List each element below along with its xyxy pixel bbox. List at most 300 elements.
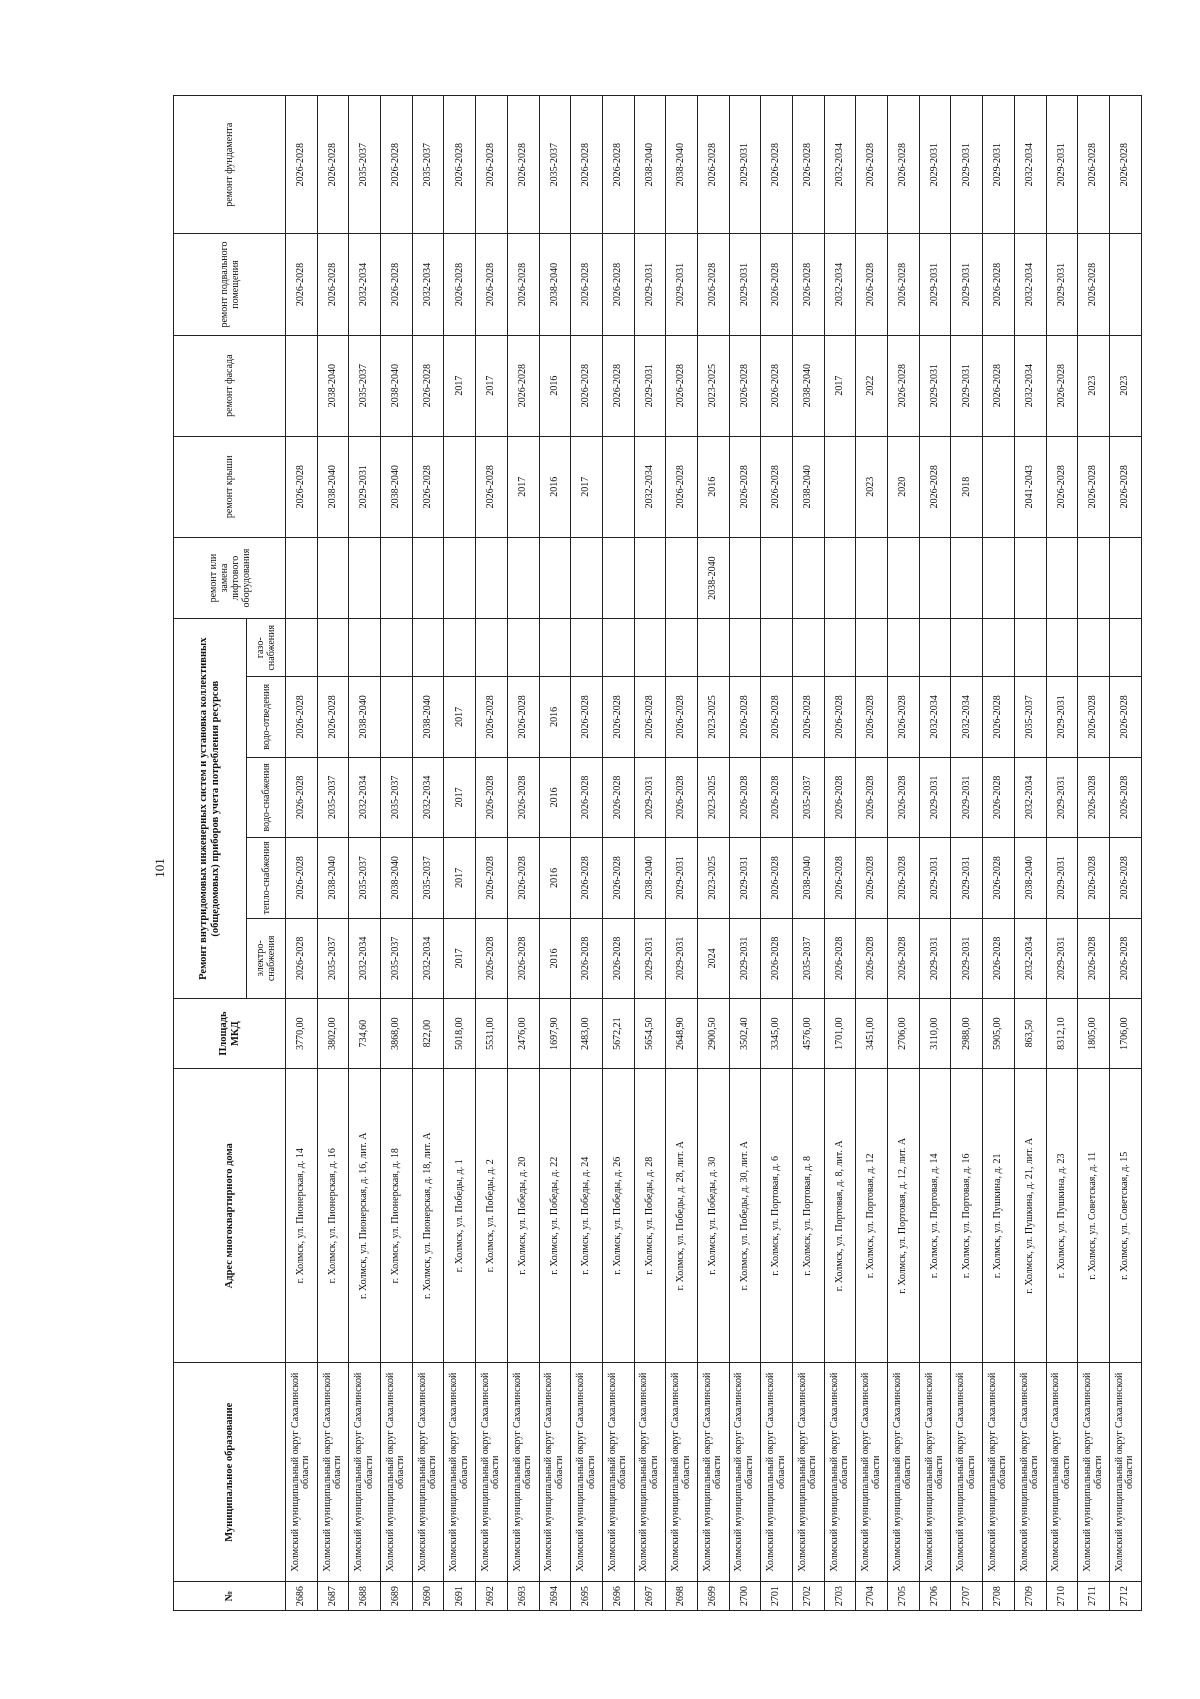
facade-cell: 2023-2025 [697,335,729,436]
foundation-cell: 2026-2028 [697,96,729,234]
electricity-cell: 2026-2028 [824,918,856,998]
facade-cell: 2026-2028 [761,335,793,436]
gas-cell [444,619,476,677]
col-header-foundation: ремонт фундамента [174,96,286,234]
heating-cell: 2035-2037 [412,838,444,918]
water-supply-cell: 2032-2034 [412,757,444,837]
area-cell: 3868,00 [381,999,413,1069]
area-cell: 2648,90 [666,999,698,1069]
row-number: 2692 [476,1582,508,1611]
gas-cell [349,619,381,677]
roof-cell: 2020 [888,436,920,537]
page-number: 101 [151,858,167,878]
electricity-cell: 2017 [444,918,476,998]
facade-cell: 2029-2031 [919,335,951,436]
electricity-cell: 2026-2028 [856,918,888,998]
electricity-cell: 2026-2028 [761,918,793,998]
row-number: 2691 [444,1582,476,1611]
heating-cell: 2026-2028 [286,838,318,918]
col-header-heating: тепло-снабжения [247,838,286,918]
facade-cell: 2026-2028 [1046,335,1078,436]
roof-cell: 2026-2028 [1078,436,1110,537]
drainage-cell: 2026-2028 [793,677,825,757]
gas-cell [1109,619,1141,677]
basement-cell: 2026-2028 [317,234,349,335]
address-cell: г. Холмск, ул. Пионерская, д. 16 [317,1069,349,1363]
col-header-gas: газо-снабжения [247,619,286,677]
drainage-cell: 2026-2028 [476,677,508,757]
address-cell: г. Холмск, ул. Пионерская, д. 18, лит. А [412,1069,444,1363]
facade-cell: 2026-2028 [602,335,634,436]
table-row [349,96,381,1611]
address-cell: г. Холмск, ул. Портовая, д. 14 [919,1069,951,1363]
basement-cell: 2038-2040 [539,234,571,335]
heating-cell: 2026-2028 [856,838,888,918]
roof-cell: 2017 [507,436,539,537]
roof-cell: 2016 [539,436,571,537]
roof-cell: 2017 [571,436,603,537]
elevator-cell [412,537,444,619]
area-cell: 3345,00 [761,999,793,1069]
municipality-cell: Холмский муниципальный округ Сахалинской области [1014,1363,1046,1582]
roof-cell: 2026-2028 [666,436,698,537]
basement-cell: 2026-2028 [856,234,888,335]
row-number: 2688 [349,1582,381,1611]
drainage-cell: 2026-2028 [1078,677,1110,757]
drainage-cell: 2023-2025 [697,677,729,757]
water-supply-cell: 2026-2028 [1109,757,1141,837]
heating-cell: 2016 [539,838,571,918]
heating-cell: 2017 [444,838,476,918]
basement-cell: 2026-2028 [476,234,508,335]
table-row [476,96,508,1611]
water-supply-cell: 2026-2028 [571,757,603,837]
foundation-cell: 2026-2028 [286,96,318,234]
facade-cell: 2017 [824,335,856,436]
roof-cell: 2023 [856,436,888,537]
facade-cell: 2026-2028 [888,335,920,436]
row-number: 2700 [729,1582,761,1611]
facade-cell: 2038-2040 [793,335,825,436]
municipality-cell: Холмский муниципальный округ Сахалинской области [697,1363,729,1582]
electricity-cell: 2026-2028 [286,918,318,998]
elevator-cell [793,537,825,619]
water-supply-cell: 2026-2028 [824,757,856,837]
facade-cell: 2026-2028 [571,335,603,436]
area-cell: 2483,00 [571,999,603,1069]
water-supply-cell: 2026-2028 [476,757,508,837]
elevator-cell: 2038-2040 [697,537,729,619]
electricity-cell: 2024 [697,918,729,998]
electricity-cell: 2029-2031 [729,918,761,998]
foundation-cell: 2029-2031 [983,96,1015,234]
facade-cell: 2017 [444,335,476,436]
water-supply-cell: 2026-2028 [983,757,1015,837]
drainage-cell: 2026-2028 [824,677,856,757]
foundation-cell: 2026-2028 [1078,96,1110,234]
drainage-cell: 2026-2028 [571,677,603,757]
table-row [729,96,761,1611]
water-supply-cell: 2023-2025 [697,757,729,837]
municipality-cell: Холмский муниципальный округ Сахалинской области [729,1363,761,1582]
basement-cell: 2026-2028 [571,234,603,335]
foundation-cell: 2035-2037 [349,96,381,234]
heating-cell: 2023-2025 [697,838,729,918]
row-number: 2689 [381,1582,413,1611]
roof-cell: 2026-2028 [476,436,508,537]
row-number: 2698 [666,1582,698,1611]
area-cell: 2988,00 [951,999,983,1069]
facade-cell: 2023 [1078,335,1110,436]
row-number: 2695 [571,1582,603,1611]
foundation-cell: 2035-2037 [412,96,444,234]
foundation-cell: 2038-2040 [666,96,698,234]
facade-cell: 2038-2040 [317,335,349,436]
basement-cell: 2026-2028 [888,234,920,335]
area-cell: 8312,10 [1046,999,1078,1069]
gas-cell [1046,619,1078,677]
basement-cell: 2032-2034 [412,234,444,335]
water-supply-cell: 2026-2028 [286,757,318,837]
gas-cell [571,619,603,677]
electricity-cell: 2029-2031 [919,918,951,998]
heating-cell: 2026-2028 [888,838,920,918]
address-cell: г. Холмск, ул. Советская, д. 15 [1109,1069,1141,1363]
elevator-cell [666,537,698,619]
electricity-cell: 2026-2028 [571,918,603,998]
water-supply-cell: 2032-2034 [349,757,381,837]
col-header-drainage: водо-отведения [247,677,286,757]
municipality-cell: Холмский муниципальный округ Сахалинской области [476,1363,508,1582]
elevator-cell [602,537,634,619]
municipality-cell: Холмский муниципальный округ Сахалинской области [634,1363,666,1582]
basement-cell: 2029-2031 [951,234,983,335]
electricity-cell: 2029-2031 [951,918,983,998]
roof-cell: 2026-2028 [1109,436,1141,537]
drainage-cell: 2026-2028 [888,677,920,757]
municipality-cell: Холмский муниципальный округ Сахалинской области [571,1363,603,1582]
table-row [761,96,793,1611]
area-cell: 5672,21 [602,999,634,1069]
water-supply-cell: 2035-2037 [793,757,825,837]
gas-cell [697,619,729,677]
address-cell: г. Холмск, ул. Победы, д. 22 [539,1069,571,1363]
electricity-cell: 2029-2031 [634,918,666,998]
area-cell: 1706,00 [1109,999,1141,1069]
elevator-cell [729,537,761,619]
heating-cell: 2029-2031 [951,838,983,918]
row-number: 2703 [824,1582,856,1611]
water-supply-cell: 2026-2028 [507,757,539,837]
facade-cell: 2017 [476,335,508,436]
facade-cell: 2026-2028 [507,335,539,436]
row-number: 2709 [1014,1582,1046,1611]
gas-cell [666,619,698,677]
heating-cell: 2038-2040 [793,838,825,918]
municipality-cell: Холмский муниципальный округ Сахалинской области [1046,1363,1078,1582]
address-cell: г. Холмск, ул. Победы, д. 24 [571,1069,603,1363]
elevator-cell [571,537,603,619]
roof-cell: 2026-2028 [286,436,318,537]
facade-cell: 2032-2034 [1014,335,1046,436]
drainage-cell: 2032-2034 [919,677,951,757]
facade-cell: 2029-2031 [951,335,983,436]
gas-cell [476,619,508,677]
heating-cell: 2026-2028 [983,838,1015,918]
address-cell: г. Холмск, ул. Победы, д. 2 [476,1069,508,1363]
area-cell: 5905,00 [983,999,1015,1069]
foundation-cell: 2032-2034 [824,96,856,234]
row-number: 2693 [507,1582,539,1611]
row-number: 2712 [1109,1582,1141,1611]
roof-cell: 2016 [697,436,729,537]
roof-cell [602,436,634,537]
address-cell: г. Холмск, ул. Советская, д. 11 [1078,1069,1110,1363]
table-row [539,96,571,1611]
address-cell: г. Холмск, ул. Победы, д. 26 [602,1069,634,1363]
electricity-cell: 2035-2037 [317,918,349,998]
municipality-cell: Холмский муниципальный округ Сахалинской области [602,1363,634,1582]
table-row [888,96,920,1611]
gas-cell [793,619,825,677]
heating-cell: 2029-2031 [919,838,951,918]
municipality-cell: Холмский муниципальный округ Сахалинской области [793,1363,825,1582]
elevator-cell [539,537,571,619]
drainage-cell: 2016 [539,677,571,757]
facade-cell [286,335,318,436]
roof-cell [444,436,476,537]
municipality-cell: Холмский муниципальный округ Сахалинской области [919,1363,951,1582]
basement-cell: 2032-2034 [824,234,856,335]
basement-cell: 2026-2028 [507,234,539,335]
water-supply-cell: 2026-2028 [761,757,793,837]
facade-cell: 2038-2040 [381,335,413,436]
address-cell: г. Холмск, ул. Пионерская, д. 16, лит. А [349,1069,381,1363]
elevator-cell [444,537,476,619]
water-supply-cell: 2029-2031 [1046,757,1078,837]
table-row [824,96,856,1611]
area-cell: 822,00 [412,999,444,1069]
drainage-cell: 2017 [444,677,476,757]
heating-cell: 2038-2040 [381,838,413,918]
basement-cell: 2026-2028 [1078,234,1110,335]
gas-cell [951,619,983,677]
address-cell: г. Холмск, ул. Портовая, д. 8, лит. А [824,1069,856,1363]
electricity-cell: 2035-2037 [381,918,413,998]
elevator-cell [507,537,539,619]
elevator-cell [317,537,349,619]
heating-cell: 2038-2040 [317,838,349,918]
basement-cell: 2029-2031 [729,234,761,335]
foundation-cell: 2029-2031 [729,96,761,234]
water-supply-cell: 2026-2028 [729,757,761,837]
area-cell: 3502,40 [729,999,761,1069]
water-supply-cell: 2026-2028 [1078,757,1110,837]
foundation-cell: 2026-2028 [761,96,793,234]
roof-cell: 2032-2034 [634,436,666,537]
electricity-cell: 2032-2034 [349,918,381,998]
elevator-cell [634,537,666,619]
row-number: 2704 [856,1582,888,1611]
row-number: 2707 [951,1582,983,1611]
col-header-facade: ремонт фасада [174,335,286,436]
table-row [919,96,951,1611]
water-supply-cell: 2026-2028 [602,757,634,837]
col-header-elevator: ремонт или замена лифтового оборудования [174,537,286,619]
table-row [983,96,1015,1611]
drainage-cell: 2026-2028 [983,677,1015,757]
elevator-cell [349,537,381,619]
rotated-table-container [173,95,1153,1611]
municipality-cell: Холмский муниципальный округ Сахалинской области [761,1363,793,1582]
foundation-cell: 2029-2031 [919,96,951,234]
drainage-cell: 2026-2028 [729,677,761,757]
address-cell: г. Холмск, ул. Победы, д. 30 [697,1069,729,1363]
table-row [697,96,729,1611]
address-cell: г. Холмск, ул. Портовая, д. 12 [856,1069,888,1363]
heating-cell: 2029-2031 [1046,838,1078,918]
col-header-address: Адрес многоквартирного дома [174,1069,286,1363]
foundation-cell: 2032-2034 [1014,96,1046,234]
header-row-main [174,96,247,1611]
basement-cell [1109,234,1141,335]
elevator-cell [856,537,888,619]
facade-cell: 2026-2028 [666,335,698,436]
municipality-cell: Холмский муниципальный округ Сахалинской области [888,1363,920,1582]
table-body [286,96,1142,1611]
municipality-cell: Холмский муниципальный округ Сахалинской области [1078,1363,1110,1582]
water-supply-cell: 2029-2031 [634,757,666,837]
foundation-cell: 2029-2031 [1046,96,1078,234]
heating-cell: 2026-2028 [761,838,793,918]
table-row [381,96,413,1611]
elevator-cell [286,537,318,619]
roof-cell: 2038-2040 [317,436,349,537]
table-row [1078,96,1110,1611]
heating-cell: 2038-2040 [634,838,666,918]
foundation-cell: 2026-2028 [793,96,825,234]
row-number: 2687 [317,1582,349,1611]
roof-cell: 2041-2043 [1014,436,1046,537]
electricity-cell: 2029-2031 [1046,918,1078,998]
address-cell: г. Холмск, ул. Пионерская, д. 14 [286,1069,318,1363]
gas-cell [507,619,539,677]
address-cell: г. Холмск, ул. Пушкина, д. 23 [1046,1069,1078,1363]
col-header-electricity: электро-снабжения [247,918,286,998]
col-header-water-supply: водо-снабжения [247,757,286,837]
roof-cell: 2026-2028 [412,436,444,537]
heating-cell: 2026-2028 [507,838,539,918]
water-supply-cell: 2026-2028 [888,757,920,837]
row-number: 2699 [697,1582,729,1611]
heating-cell: 2038-2040 [1014,838,1046,918]
foundation-cell: 2026-2028 [1109,96,1141,234]
facade-cell: 2026-2028 [729,335,761,436]
table-row [602,96,634,1611]
basement-cell: 2032-2034 [349,234,381,335]
gas-cell [602,619,634,677]
water-supply-cell: 2029-2031 [919,757,951,837]
gas-cell [634,619,666,677]
municipality-cell: Холмский муниципальный округ Сахалинской области [349,1363,381,1582]
municipality-cell: Холмский муниципальный округ Сахалинской области [951,1363,983,1582]
elevator-cell [888,537,920,619]
area-cell: 1805,00 [1078,999,1110,1069]
drainage-cell: 2026-2028 [666,677,698,757]
water-supply-cell: 2029-2031 [951,757,983,837]
roof-cell: 2026-2028 [1046,436,1078,537]
address-cell: г. Холмск, ул. Портовая, д. 8 [793,1069,825,1363]
area-cell: 863,50 [1014,999,1046,1069]
foundation-cell: 2026-2028 [381,96,413,234]
area-cell: 3770,00 [286,999,318,1069]
drainage-cell: 2026-2028 [317,677,349,757]
roof-cell: 2018 [951,436,983,537]
drainage-cell: 2035-2037 [1014,677,1046,757]
facade-cell: 2026-2028 [412,335,444,436]
basement-cell: 2026-2028 [602,234,634,335]
row-number: 2701 [761,1582,793,1611]
gas-cell [1014,619,1046,677]
row-number: 2697 [634,1582,666,1611]
row-number: 2705 [888,1582,920,1611]
heating-cell: 2026-2028 [602,838,634,918]
electricity-cell: 2016 [539,918,571,998]
area-cell: 5018,00 [444,999,476,1069]
basement-cell: 2026-2028 [983,234,1015,335]
basement-cell: 2026-2028 [697,234,729,335]
elevator-cell [1078,537,1110,619]
elevator-cell [983,537,1015,619]
row-number: 2686 [286,1582,318,1611]
table-row [286,96,318,1611]
facade-cell: 2016 [539,335,571,436]
water-supply-cell: 2032-2034 [1014,757,1046,837]
foundation-cell: 2026-2028 [476,96,508,234]
address-cell: г. Холмск, ул. Пушкина, д. 21, лит. А [1014,1069,1046,1363]
gas-cell [1078,619,1110,677]
elevator-cell [824,537,856,619]
row-number: 2706 [919,1582,951,1611]
roof-cell [824,436,856,537]
table-row [317,96,349,1611]
address-cell: г. Холмск, ул. Портовая, д. 12, лит. А [888,1069,920,1363]
table-row [951,96,983,1611]
basement-cell: 2029-2031 [919,234,951,335]
area-cell: 1697,90 [539,999,571,1069]
municipality-cell: Холмский муниципальный округ Сахалинской области [412,1363,444,1582]
row-number: 2694 [539,1582,571,1611]
facade-cell: 2035-2037 [349,335,381,436]
municipality-cell: Холмский муниципальный округ Сахалинской области [507,1363,539,1582]
heating-cell: 2026-2028 [571,838,603,918]
water-supply-cell: 2035-2037 [381,757,413,837]
area-cell: 3110,00 [919,999,951,1069]
electricity-cell: 2026-2028 [476,918,508,998]
row-number: 2696 [602,1582,634,1611]
drainage-cell: 2038-2040 [412,677,444,757]
basement-cell: 2029-2031 [1046,234,1078,335]
basement-cell: 2032-2034 [1014,234,1046,335]
drainage-cell: 2038-2040 [349,677,381,757]
gas-cell [824,619,856,677]
elevator-cell [951,537,983,619]
basement-cell: 2026-2028 [761,234,793,335]
municipality-cell: Холмский муниципальный округ Сахалинской области [381,1363,413,1582]
gas-cell [983,619,1015,677]
electricity-cell: 2029-2031 [666,918,698,998]
water-supply-cell: 2026-2028 [666,757,698,837]
